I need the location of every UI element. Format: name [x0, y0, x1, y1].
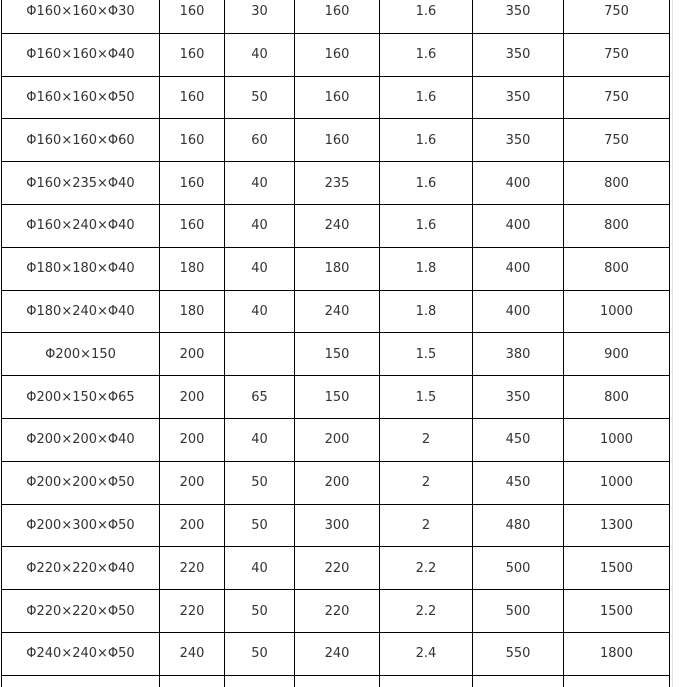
spec-cell: Φ160×235×Φ40	[2, 162, 160, 205]
value-cell: 400	[473, 204, 564, 247]
value-cell: 1.6	[380, 119, 473, 162]
value-cell: 50	[225, 504, 295, 547]
value-cell: 30	[225, 0, 295, 33]
value-cell: 50	[225, 590, 295, 633]
value-cell: 160	[160, 33, 225, 76]
value-cell: 400	[473, 247, 564, 290]
value-cell: 235	[295, 162, 380, 205]
value-cell: 350	[473, 33, 564, 76]
value-cell: 1800	[564, 632, 670, 675]
value-cell: 160	[160, 204, 225, 247]
table-row	[2, 632, 670, 675]
value-cell: 200	[160, 461, 225, 504]
value-cell: 1.6	[380, 0, 473, 33]
value-cell: 2	[380, 461, 473, 504]
value-cell: 800	[564, 247, 670, 290]
value-cell: 150	[295, 333, 380, 376]
value-cell: 1.5	[380, 333, 473, 376]
table-row	[2, 547, 670, 590]
value-cell: 50	[225, 76, 295, 119]
table-row	[2, 33, 670, 76]
value-cell: 160	[295, 0, 380, 33]
value-cell	[473, 675, 564, 687]
value-cell: 180	[160, 247, 225, 290]
spec-table	[1, 0, 670, 687]
value-cell: 200	[295, 461, 380, 504]
value-cell: 160	[295, 119, 380, 162]
value-cell: 300	[295, 504, 380, 547]
value-cell: 40	[225, 547, 295, 590]
spec-cell: Φ220×220×Φ40	[2, 547, 160, 590]
spec-cell: Φ160×160×Φ60	[2, 119, 160, 162]
value-cell: 1.6	[380, 33, 473, 76]
value-cell: 200	[160, 418, 225, 461]
value-cell: 180	[295, 247, 380, 290]
value-cell: 400	[473, 290, 564, 333]
value-cell: 380	[473, 333, 564, 376]
table-row	[2, 461, 670, 504]
value-cell: 2.4	[380, 632, 473, 675]
value-cell: 1.5	[380, 376, 473, 419]
table-row	[2, 0, 670, 33]
value-cell: 200	[160, 376, 225, 419]
value-cell: 40	[225, 162, 295, 205]
spec-cell: Φ200×150×Φ65	[2, 376, 160, 419]
value-cell: 1500	[564, 547, 670, 590]
value-cell: 40	[225, 33, 295, 76]
value-cell: 1.8	[380, 290, 473, 333]
value-cell: 160	[295, 33, 380, 76]
value-cell: 200	[160, 333, 225, 376]
value-cell: 750	[564, 119, 670, 162]
value-cell: 1.6	[380, 76, 473, 119]
right-edge-line	[672, 0, 673, 687]
value-cell: 160	[160, 119, 225, 162]
spec-cell	[2, 675, 160, 687]
value-cell: 350	[473, 376, 564, 419]
value-cell: 1300	[564, 504, 670, 547]
table-row	[2, 376, 670, 419]
spec-cell: Φ160×160×Φ50	[2, 76, 160, 119]
value-cell: 1.6	[380, 204, 473, 247]
value-cell: 2	[380, 418, 473, 461]
value-cell: 160	[295, 76, 380, 119]
value-cell: 160	[160, 0, 225, 33]
value-cell: 500	[473, 590, 564, 633]
value-cell	[295, 675, 380, 687]
value-cell: 50	[225, 632, 295, 675]
value-cell: 40	[225, 247, 295, 290]
value-cell: 240	[295, 204, 380, 247]
value-cell: 350	[473, 0, 564, 33]
value-cell: 150	[295, 376, 380, 419]
value-cell: 200	[295, 418, 380, 461]
value-cell: 1000	[564, 290, 670, 333]
value-cell: 160	[160, 76, 225, 119]
value-cell: 220	[160, 590, 225, 633]
value-cell: 350	[473, 119, 564, 162]
value-cell: 220	[295, 590, 380, 633]
value-cell: 900	[564, 333, 670, 376]
value-cell: 450	[473, 461, 564, 504]
spec-cell: Φ220×220×Φ50	[2, 590, 160, 633]
table-body	[2, 0, 670, 687]
value-cell: 50	[225, 461, 295, 504]
value-cell: 800	[564, 204, 670, 247]
value-cell: 240	[295, 632, 380, 675]
value-cell: 60	[225, 119, 295, 162]
value-cell	[160, 675, 225, 687]
value-cell: 750	[564, 76, 670, 119]
value-cell: 750	[564, 33, 670, 76]
value-cell: 400	[473, 162, 564, 205]
value-cell: 550	[473, 632, 564, 675]
spec-cell: Φ200×150	[2, 333, 160, 376]
value-cell: 2.2	[380, 590, 473, 633]
value-cell: 240	[295, 290, 380, 333]
table-row	[2, 119, 670, 162]
table-row	[2, 333, 670, 376]
spec-cell: Φ180×240×Φ40	[2, 290, 160, 333]
value-cell: 1.8	[380, 247, 473, 290]
value-cell: 65	[225, 376, 295, 419]
table-row	[2, 204, 670, 247]
spec-cell: Φ160×240×Φ40	[2, 204, 160, 247]
value-cell	[225, 333, 295, 376]
spec-cell: Φ160×160×Φ30	[2, 0, 160, 33]
value-cell	[225, 675, 295, 687]
value-cell: 40	[225, 204, 295, 247]
value-cell: 2	[380, 504, 473, 547]
table-row	[2, 675, 670, 687]
spec-cell: Φ180×180×Φ40	[2, 247, 160, 290]
value-cell: 500	[473, 547, 564, 590]
value-cell: 800	[564, 162, 670, 205]
spec-cell: Φ200×300×Φ50	[2, 504, 160, 547]
value-cell	[564, 675, 670, 687]
value-cell: 350	[473, 76, 564, 119]
value-cell: 180	[160, 290, 225, 333]
value-cell: 450	[473, 418, 564, 461]
table-row	[2, 504, 670, 547]
value-cell: 1.6	[380, 162, 473, 205]
value-cell	[380, 675, 473, 687]
value-cell: 2.2	[380, 547, 473, 590]
value-cell: 160	[160, 162, 225, 205]
value-cell: 40	[225, 290, 295, 333]
table-row	[2, 247, 670, 290]
table-row	[2, 418, 670, 461]
value-cell: 1000	[564, 418, 670, 461]
spec-cell: Φ200×200×Φ40	[2, 418, 160, 461]
value-cell: 750	[564, 0, 670, 33]
value-cell: 240	[160, 632, 225, 675]
table-row	[2, 590, 670, 633]
spec-cell: Φ160×160×Φ40	[2, 33, 160, 76]
value-cell: 800	[564, 376, 670, 419]
value-cell: 200	[160, 504, 225, 547]
value-cell: 1000	[564, 461, 670, 504]
spec-cell: Φ200×200×Φ50	[2, 461, 160, 504]
value-cell: 40	[225, 418, 295, 461]
table-row	[2, 76, 670, 119]
table-row	[2, 290, 670, 333]
value-cell: 480	[473, 504, 564, 547]
value-cell: 220	[160, 547, 225, 590]
spec-cell: Φ240×240×Φ50	[2, 632, 160, 675]
value-cell: 1500	[564, 590, 670, 633]
value-cell: 220	[295, 547, 380, 590]
table-row	[2, 162, 670, 205]
